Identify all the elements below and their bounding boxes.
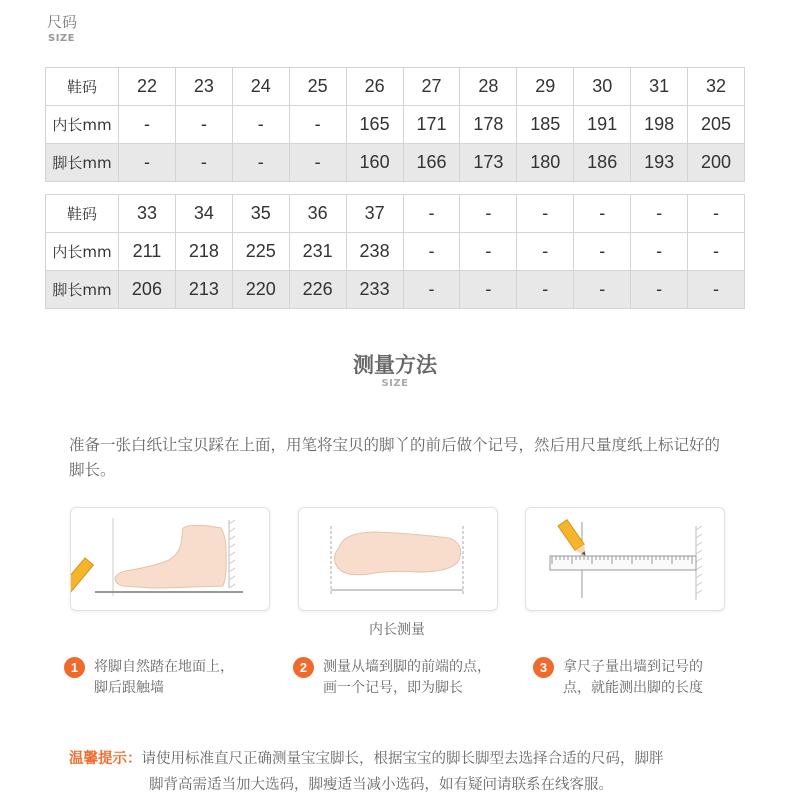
table-cell: - [289, 106, 346, 144]
table-cell: - [119, 106, 176, 144]
table-cell: - [574, 271, 631, 309]
table-cell: - [688, 271, 745, 309]
foot-side-icon [71, 508, 269, 610]
table-cell: - [403, 271, 460, 309]
table-cell: - [460, 271, 517, 309]
step-number: 1 [64, 657, 85, 678]
step-line: 测量从墙到脚的前端的点， [323, 659, 491, 675]
inner-length-caption: 内长测量 [369, 622, 425, 638]
table-cell: 226 [289, 271, 346, 309]
table-cell: 28 [460, 68, 517, 106]
table-cell: - [119, 144, 176, 182]
table-cell: 191 [574, 106, 631, 144]
table-cell: 238 [346, 233, 403, 271]
size-row [46, 68, 745, 106]
row-label: 鞋码 [46, 68, 119, 106]
table-cell: 26 [346, 68, 403, 106]
table-cell: 171 [403, 106, 460, 144]
warning-note [69, 746, 749, 798]
table-cell: 36 [289, 195, 346, 233]
table-cell: 198 [631, 106, 688, 144]
table-cell: - [574, 233, 631, 271]
row-label: 脚长mm [46, 144, 119, 182]
foot-length-row [46, 144, 745, 182]
warning-line-1: 请使用标准直尺正确测量宝宝脚长，根据宝宝的脚长脚型去选择合适的尺码，脚胖 [141, 751, 664, 767]
table-cell: 213 [175, 271, 232, 309]
table-cell: 180 [517, 144, 574, 182]
foot-length-row [46, 271, 745, 309]
table-cell: - [517, 195, 574, 233]
table-cell: 165 [346, 106, 403, 144]
table-cell: 233 [346, 271, 403, 309]
method-subtitle: SIZE [381, 378, 409, 389]
warning-line-2: 脚背高需适当加大选码，脚瘦适当减小选码，如有疑问请联系在线客服。 [149, 777, 613, 793]
step-text [94, 657, 274, 699]
table-cell: - [631, 271, 688, 309]
table-cell: 31 [631, 68, 688, 106]
table-cell: 37 [346, 195, 403, 233]
table-cell: 24 [232, 68, 289, 106]
table-cell: - [460, 195, 517, 233]
pencil-icon [558, 520, 590, 559]
table-cell: 218 [175, 233, 232, 271]
step-text [323, 657, 503, 699]
table-cell: - [175, 106, 232, 144]
table-cell: 27 [403, 68, 460, 106]
step-line: 脚后跟触墙 [94, 680, 164, 696]
table-cell: 211 [119, 233, 176, 271]
table-cell: 185 [517, 106, 574, 144]
table-cell: - [403, 233, 460, 271]
step-line: 将脚自然踏在地面上， [94, 659, 234, 675]
warning-label: 温馨提示： [69, 751, 142, 767]
table-cell: 200 [688, 144, 745, 182]
table-cell: 193 [631, 144, 688, 182]
table-cell: 33 [119, 195, 176, 233]
table-cell: 205 [688, 106, 745, 144]
size-table-1 [45, 67, 745, 182]
row-label: 内长mm [46, 233, 119, 271]
ruler-icon [526, 508, 724, 610]
table-cell: - [175, 144, 232, 182]
table-cell: 178 [460, 106, 517, 144]
table-cell: - [232, 144, 289, 182]
table-cell: - [403, 195, 460, 233]
table-cell: - [517, 233, 574, 271]
table-cell: 34 [175, 195, 232, 233]
step-number: 3 [533, 657, 554, 678]
size-row [46, 195, 745, 233]
table-cell: 231 [289, 233, 346, 271]
table-cell: - [631, 195, 688, 233]
step-number: 2 [293, 657, 314, 678]
table-cell: 160 [346, 144, 403, 182]
table-cell: - [460, 233, 517, 271]
table-cell: 23 [175, 68, 232, 106]
table-cell: 22 [119, 68, 176, 106]
size-title: 尺码 [47, 13, 78, 31]
table-cell: 35 [232, 195, 289, 233]
step-line: 点，就能测出脚的长度 [563, 680, 703, 696]
table-cell: - [688, 233, 745, 271]
row-label: 脚长mm [46, 271, 119, 309]
illustration-card-2 [298, 507, 498, 611]
table-cell: 173 [460, 144, 517, 182]
table-cell: - [232, 106, 289, 144]
table-cell: 206 [119, 271, 176, 309]
table-cell: 29 [517, 68, 574, 106]
table-cell: 225 [232, 233, 289, 271]
step-line: 拿尺子量出墙到记号的 [563, 659, 703, 675]
method-title: 测量方法 [353, 353, 437, 377]
table-cell: - [574, 195, 631, 233]
row-label: 鞋码 [46, 195, 119, 233]
table-cell: 186 [574, 144, 631, 182]
step-line: 画一个记号，即为脚长 [323, 680, 463, 696]
size-table-2 [45, 194, 745, 309]
table-cell: - [289, 144, 346, 182]
footprint-icon [299, 508, 497, 610]
inner-length-row [46, 106, 745, 144]
table-cell: 30 [574, 68, 631, 106]
table-cell: - [631, 233, 688, 271]
size-subtitle: SIZE [48, 33, 76, 44]
pencil-icon [71, 558, 93, 600]
table-cell: - [688, 195, 745, 233]
illustration-card-3 [525, 507, 725, 611]
method-intro: 准备一张白纸让宝贝踩在上面，用笔将宝贝的脚丫的前后做个记号，然后用尺量度纸上标记好的脚长。 [69, 436, 721, 479]
table-cell: 166 [403, 144, 460, 182]
step-text [563, 657, 743, 699]
row-label: 内长mm [46, 106, 119, 144]
illustration-card-1 [70, 507, 270, 611]
table-cell: 32 [688, 68, 745, 106]
table-cell: 220 [232, 271, 289, 309]
inner-length-row [46, 233, 745, 271]
table-cell: - [517, 271, 574, 309]
table-cell: 25 [289, 68, 346, 106]
